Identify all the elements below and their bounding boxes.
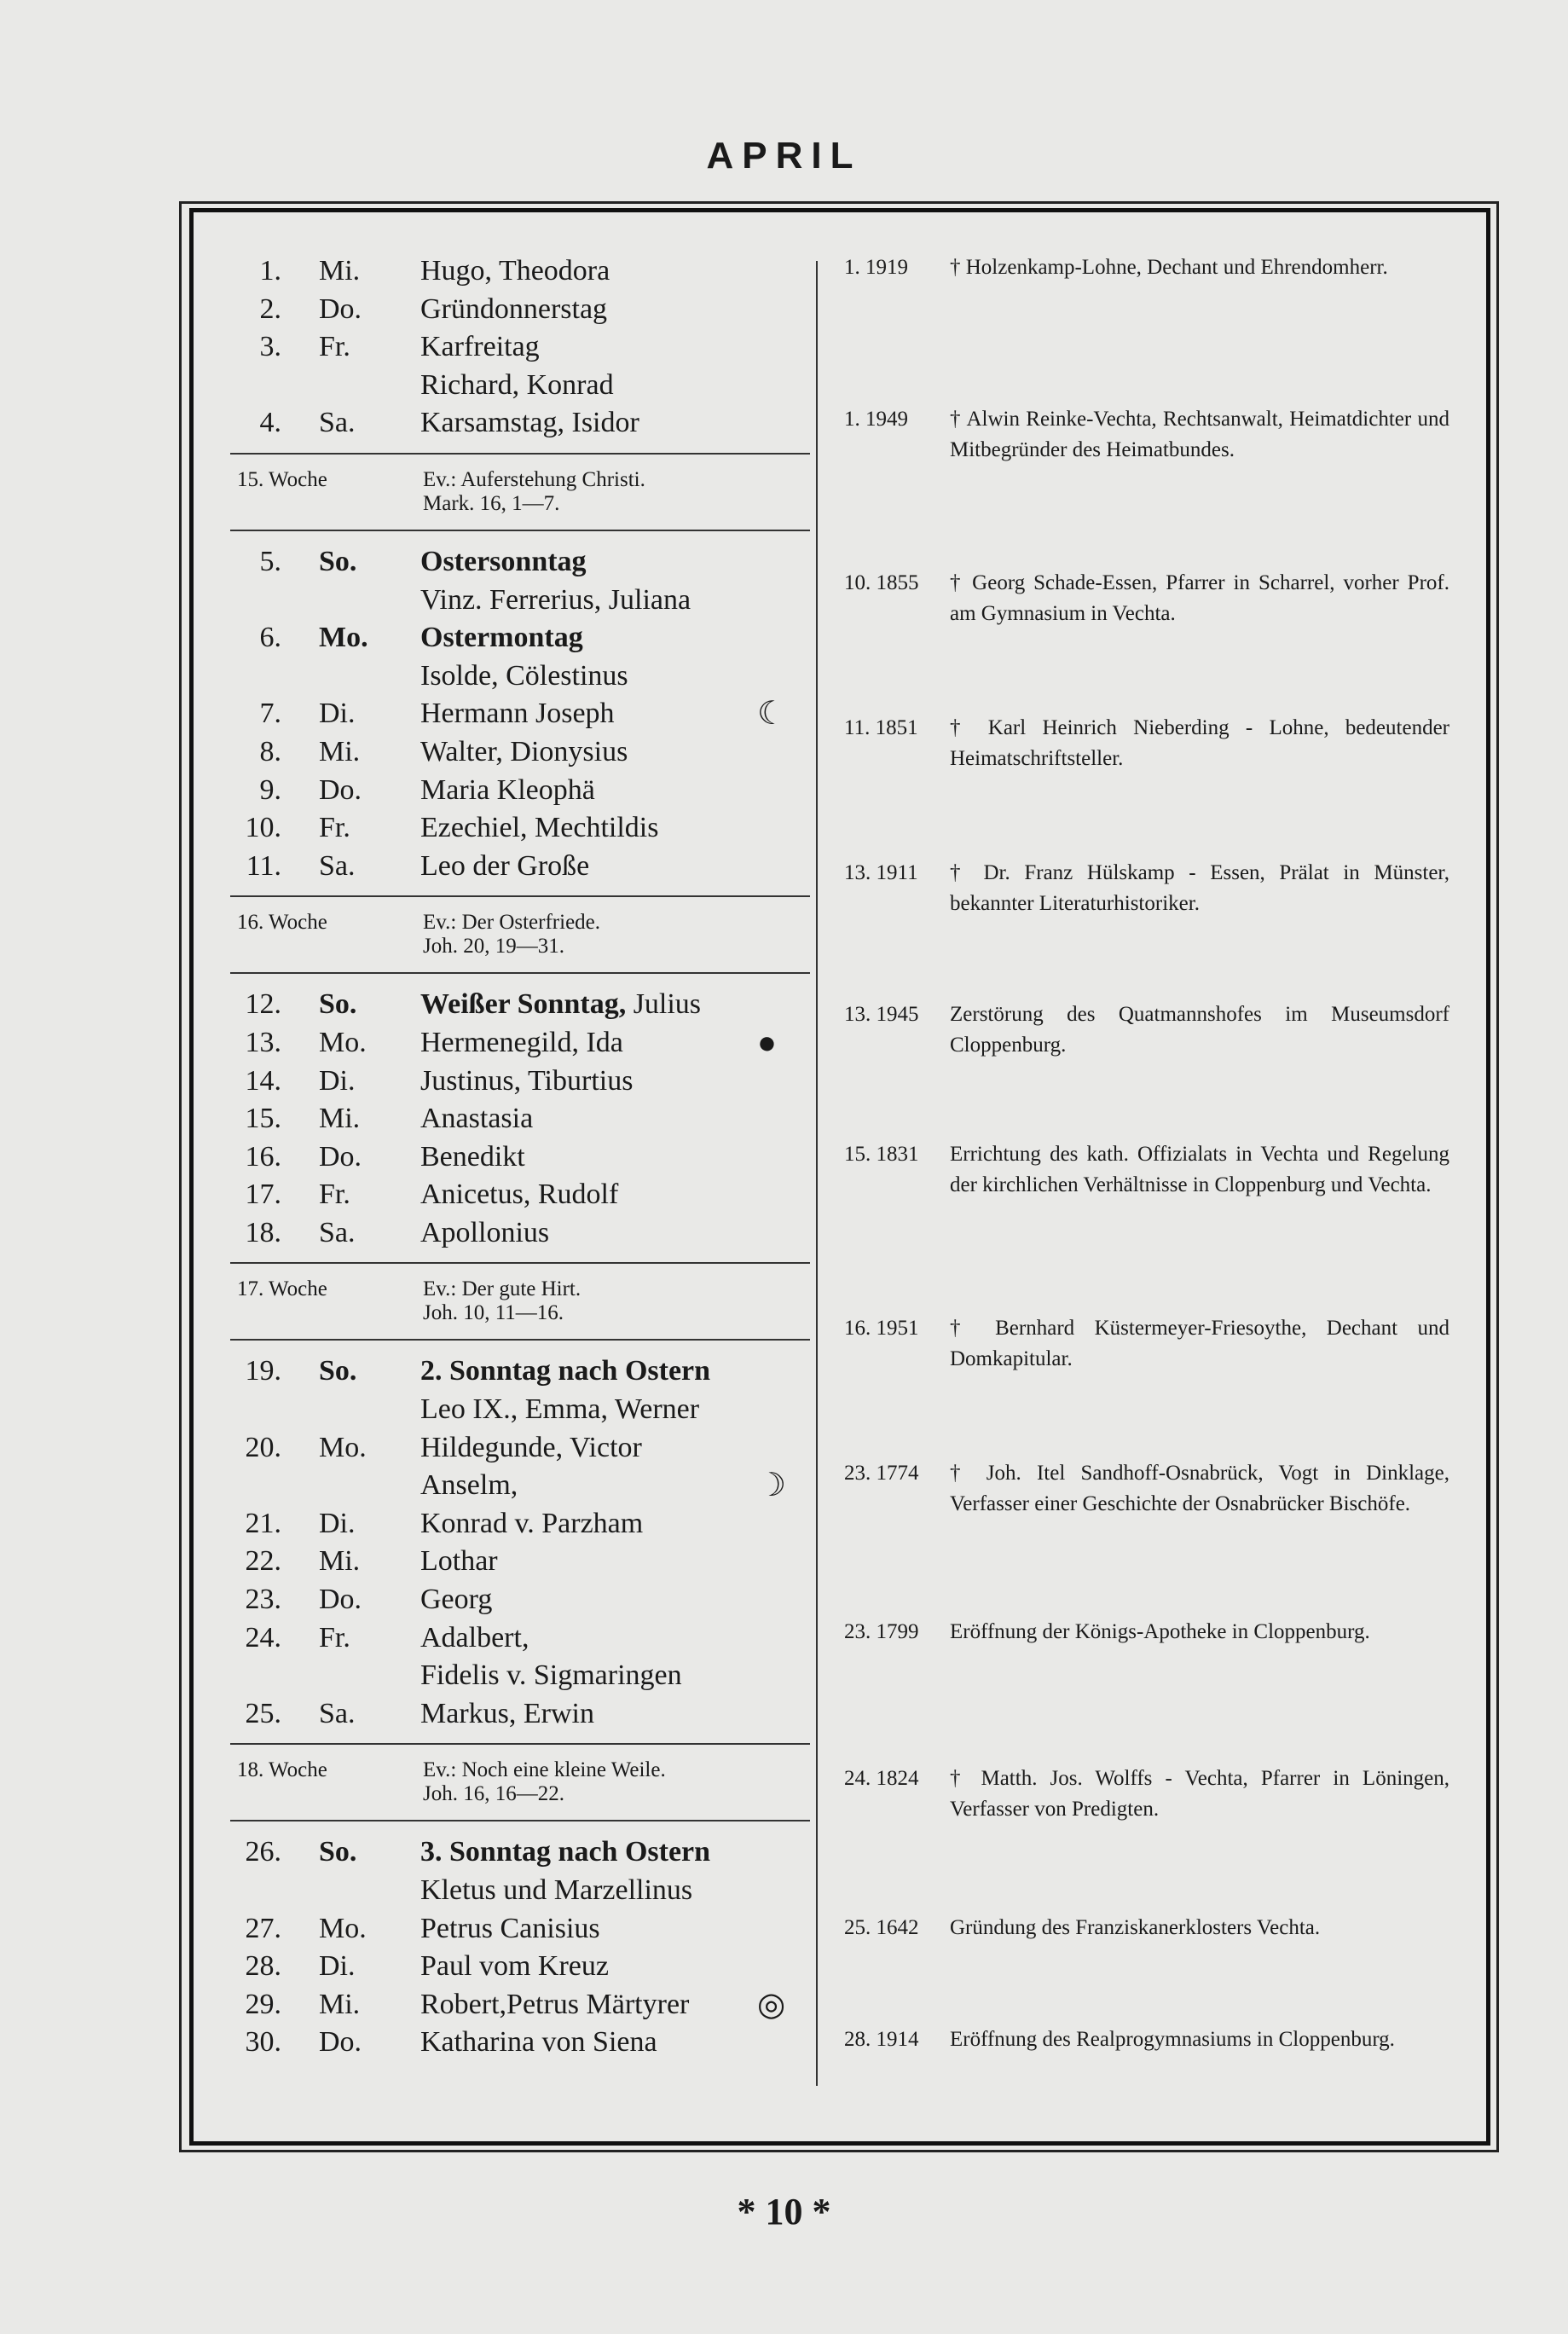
day-names <box>420 1214 549 1253</box>
day-number: 30. <box>245 2026 281 2059</box>
day-row <box>230 1505 810 1543</box>
saint-name: Georg <box>420 1584 493 1616</box>
day-number: 9. <box>259 773 281 806</box>
saint-name: Isolde, Cölestinus <box>420 659 628 692</box>
day-number: 19. <box>245 1355 281 1387</box>
day-number: 8. <box>259 735 281 767</box>
week-label: 16. Woche <box>237 911 327 935</box>
saint-name: Karsamstag, Isidor <box>420 407 639 439</box>
weekday: Mo. <box>319 622 368 654</box>
weekday: Do. <box>319 1140 362 1173</box>
day-names <box>420 848 589 886</box>
saint-name: Hermann Joseph <box>420 698 615 730</box>
saint-name: Anicetus, Rudolf <box>420 1179 619 1211</box>
entry-date: 24. 1824 <box>844 1767 919 1790</box>
weekday: Mi. <box>319 255 361 287</box>
day-row <box>230 1176 810 1214</box>
day-number: 17. <box>245 1179 281 1211</box>
day-row <box>230 657 810 696</box>
entry-date: 1. 1919 <box>844 256 908 279</box>
entry-text: † Alwin Reinke-Vechta, Rechtsanwalt, Heimatdichter und Mitbegründer des Heimatbundes. <box>950 408 1449 461</box>
day-names <box>420 1467 518 1505</box>
saint-name: Ezechiel, Mechtildis <box>420 812 659 844</box>
day-row <box>230 367 810 405</box>
weekday: Di. <box>319 1064 356 1097</box>
entry-text: † Georg Schade-Essen, Pfarrer in Scharrel, vorher Prof. am Gymnasium in Vechta. <box>950 571 1449 625</box>
saint-name: Justinus, Tiburtius <box>420 1064 634 1097</box>
day-number: 7. <box>259 698 281 730</box>
weekday: So. <box>319 1836 357 1868</box>
saint-name: Fidelis v. Sigmaringen <box>420 1659 682 1692</box>
day-row <box>230 2024 810 2062</box>
entry-date: 13. 1945 <box>844 1003 919 1026</box>
day-row <box>230 1543 810 1581</box>
day-names <box>420 657 628 696</box>
gospel-text <box>423 1758 790 1806</box>
saint-name: Paul vom Kreuz <box>420 1950 609 1983</box>
entry-date: 1. 1949 <box>844 408 908 431</box>
weekday: Do. <box>319 773 362 806</box>
day-row <box>230 772 810 810</box>
day-names <box>420 582 691 620</box>
day-number: 29. <box>245 1988 281 2020</box>
feast-name: Weißer Sonntag, <box>420 988 627 1021</box>
entry-date: 23. 1774 <box>844 1462 919 1485</box>
day-names <box>420 1100 533 1138</box>
gospel-text <box>423 468 790 516</box>
saint-name: Konrad v. Parzham <box>420 1507 644 1539</box>
day-number: 1. <box>259 255 281 287</box>
day-row <box>230 1948 810 1986</box>
day-names <box>420 1543 498 1581</box>
day-row <box>230 328 810 367</box>
day-row <box>230 1391 810 1429</box>
day-number: 2. <box>259 292 281 325</box>
day-row <box>230 1872 810 1910</box>
moon-phase-icon: ● <box>757 1024 777 1061</box>
week-gospel-block <box>230 1743 810 1821</box>
week-label: 17. Woche <box>237 1277 327 1301</box>
day-number: 13. <box>245 1026 281 1058</box>
weekday: Di. <box>319 698 356 730</box>
day-row <box>230 1695 810 1734</box>
weekday: Fr. <box>319 1179 350 1211</box>
entry-date: 25. 1642 <box>844 1916 919 1939</box>
day-names <box>420 543 587 582</box>
weekday: Sa. <box>319 849 356 882</box>
entry-text: Errichtung des kath. Offizialats in Vechta und Regelung der kirchlichen Verhältnisse in Cloppenburg und Vechta. <box>950 1143 1449 1196</box>
day-number: 12. <box>245 988 281 1021</box>
day-number: 20. <box>245 1431 281 1463</box>
day-number: 15. <box>245 1103 281 1135</box>
entry-text: † Karl Heinrich Nieberding - Lohne, bedeutender Heimatschriftsteller. <box>950 716 1449 770</box>
day-number: 16. <box>245 1140 281 1173</box>
day-row <box>230 404 810 443</box>
day-names <box>420 986 701 1024</box>
saint-name: Leo der Große <box>420 849 590 882</box>
day-row <box>230 809 810 848</box>
saint-name: Richard, Konrad <box>420 368 614 401</box>
day-number: 26. <box>245 1836 281 1868</box>
entry-text: Eröffnung der Königs-Apotheke in Cloppenburg. <box>950 1620 1370 1643</box>
page-number: * 10 * <box>737 2191 831 2233</box>
day-row <box>230 1429 810 1468</box>
day-number: 14. <box>245 1064 281 1097</box>
saint-name: Kletus und Marzellinus <box>420 1874 693 1906</box>
gospel-reference: Mark. 16, 1—7. <box>423 491 560 515</box>
saint-name: Petrus Canisius <box>420 1912 600 1944</box>
gospel-text <box>423 1277 790 1325</box>
day-number: 21. <box>245 1507 281 1539</box>
weekday: Sa. <box>319 1697 356 1729</box>
weekday: Fr. <box>319 1621 350 1653</box>
day-row <box>230 1619 810 1658</box>
saint-name: Hildegunde, Victor <box>420 1431 642 1463</box>
day-number: 6. <box>259 622 281 654</box>
day-row <box>230 252 810 291</box>
day-names <box>420 733 628 772</box>
saint-name: Robert,Petrus Märtyrer <box>420 1988 690 2020</box>
day-row <box>230 1100 810 1138</box>
weekday: So. <box>319 988 357 1021</box>
day-names <box>420 1695 594 1734</box>
saint-name: Adalbert, <box>420 1621 529 1653</box>
entry-date: 15. 1831 <box>844 1143 919 1166</box>
saint-name-rest: Julius <box>626 988 702 1021</box>
day-names <box>420 1948 609 1986</box>
day-names <box>420 328 540 367</box>
day-row <box>230 1910 810 1949</box>
day-row <box>230 1063 810 1101</box>
day-names <box>420 1833 710 1872</box>
gospel-title: Ev.: Auferstehung Christi. <box>423 467 645 491</box>
day-row <box>230 1214 810 1253</box>
weekday: Sa. <box>319 1216 356 1248</box>
weekday: Mo. <box>319 1431 367 1463</box>
gospel-reference: Joh. 20, 19—31. <box>423 935 564 959</box>
entry-text: Zerstörung des Quatmannshofes im Museumsdorf Cloppenburg. <box>950 1003 1449 1057</box>
week-gospel-block <box>230 453 810 531</box>
gospel-reference: Joh. 10, 11—16. <box>423 1301 564 1325</box>
gospel-title: Ev.: Der Osterfriede. <box>423 911 601 935</box>
entry-date: 13. 1911 <box>844 861 918 884</box>
feast-name: Ostermontag <box>420 622 583 654</box>
entry-date: 23. 1799 <box>844 1620 919 1643</box>
day-number: 25. <box>245 1697 281 1729</box>
saint-name: Walter, Dionysius <box>420 735 628 767</box>
weekday: Di. <box>319 1950 356 1983</box>
week-label: 18. Woche <box>237 1758 327 1782</box>
entry-text: Eröffnung des Realprogymnasiums in Cloppenburg. <box>950 2028 1395 2051</box>
weekday: Di. <box>319 1507 356 1539</box>
weekday: Do. <box>319 292 362 325</box>
day-row <box>230 1833 810 1872</box>
day-names <box>420 291 607 329</box>
moon-phase-icon: ☾ <box>757 696 787 733</box>
day-names <box>420 1176 618 1214</box>
gospel-title: Ev.: Der gute Hirt. <box>423 1277 581 1301</box>
day-names <box>420 619 583 657</box>
day-number: 22. <box>245 1545 281 1578</box>
day-names <box>420 404 639 443</box>
weekday: So. <box>319 545 357 577</box>
day-number: 3. <box>259 331 281 363</box>
day-row <box>230 1138 810 1177</box>
day-number: 28. <box>245 1950 281 1983</box>
weekday: Do. <box>319 1584 362 1616</box>
saint-name: Apollonius <box>420 1216 550 1248</box>
day-row <box>230 695 810 733</box>
saint-name: Maria Kleophä <box>420 773 595 806</box>
saint-name: Markus, Erwin <box>420 1697 594 1729</box>
saint-name: Anastasia <box>420 1103 534 1135</box>
entry-text: † Holzenkamp-Lohne, Dechant und Ehrendomherr. <box>950 256 1388 279</box>
day-names <box>420 367 614 405</box>
saint-name: Katharina von Siena <box>420 2026 657 2059</box>
day-row <box>230 582 810 620</box>
day-row <box>230 543 810 582</box>
saint-name: Hugo, Theodora <box>420 255 610 287</box>
column-divider <box>816 261 818 2086</box>
day-names <box>420 1986 689 2024</box>
day-names <box>420 1391 699 1429</box>
entry-text: † Matth. Jos. Wolffs - Vechta, Pfarrer in Löningen, Verfasser von Predigten. <box>950 1767 1449 1821</box>
day-row <box>230 1024 810 1063</box>
day-names <box>420 1505 643 1543</box>
day-names <box>420 772 595 810</box>
gospel-reference: Joh. 16, 16—22. <box>423 1782 564 1806</box>
weekday: Sa. <box>319 407 356 439</box>
day-names <box>420 1352 710 1391</box>
day-names <box>420 1581 492 1619</box>
day-names <box>420 1429 642 1468</box>
day-names <box>420 1872 692 1910</box>
saint-name: Lothar <box>420 1545 498 1578</box>
gospel-text <box>423 911 790 959</box>
entry-text: † Bernhard Küstermeyer-Friesoythe, Dechant und Domkapitular. <box>950 1317 1449 1370</box>
moon-phase-icon: ◎ <box>757 1986 786 2023</box>
saint-name: Hermenegild, Ida <box>420 1026 623 1058</box>
day-names <box>420 1657 682 1695</box>
feast-name: 3. Sonntag nach Ostern <box>420 1836 711 1868</box>
moon-phase-icon: ☽ <box>757 1468 787 1504</box>
feast-name: 2. Sonntag nach Ostern <box>420 1355 711 1387</box>
weekday: Fr. <box>319 812 350 844</box>
saint-name: Benedikt <box>420 1140 525 1173</box>
entry-date: 10. 1855 <box>844 571 919 594</box>
entry-date: 11. 1851 <box>844 716 918 739</box>
day-names <box>420 1063 633 1101</box>
entry-date: 16. 1951 <box>844 1317 919 1340</box>
day-row <box>230 291 810 329</box>
day-number: 18. <box>245 1216 281 1248</box>
entry-text: † Joh. Itel Sandhoff-Osnabrück, Vogt in Dinklage, Verfasser einer Geschichte der Osnabrücker Bischöfe. <box>950 1462 1449 1515</box>
entry-date: 28. 1914 <box>844 2028 919 2051</box>
weekday: Mo. <box>319 1026 367 1058</box>
weekday: Do. <box>319 2026 362 2059</box>
day-number: 11. <box>246 849 281 882</box>
day-row <box>230 1986 810 2024</box>
weekday: Mi. <box>319 1988 361 2020</box>
day-number: 4. <box>259 407 281 439</box>
feast-name: Ostersonntag <box>420 545 587 577</box>
day-row <box>230 848 810 886</box>
weekday: Fr. <box>319 331 350 363</box>
day-names <box>420 2024 657 2062</box>
day-names <box>420 809 658 848</box>
week-gospel-block <box>230 895 810 974</box>
day-row <box>230 733 810 772</box>
calendar-column <box>230 252 810 2062</box>
saint-name: Anselm, <box>420 1469 518 1502</box>
page-title: APRIL <box>706 135 862 177</box>
day-number: 5. <box>259 545 281 577</box>
day-names <box>420 1024 623 1063</box>
saint-name: Karfreitag <box>420 331 540 363</box>
day-names <box>420 1910 600 1949</box>
day-names <box>420 1619 529 1658</box>
day-number: 27. <box>245 1912 281 1944</box>
day-number: 10. <box>245 812 281 844</box>
weekday: Mi. <box>319 735 361 767</box>
day-row <box>230 1352 810 1391</box>
week-gospel-block <box>230 1262 810 1341</box>
day-names <box>420 1138 525 1177</box>
saint-name: Leo IX., Emma, Werner <box>420 1393 700 1426</box>
weekday: Mi. <box>319 1545 361 1578</box>
gospel-title: Ev.: Noch eine kleine Weile. <box>423 1758 666 1782</box>
day-number: 23. <box>245 1584 281 1616</box>
day-row <box>230 1657 810 1695</box>
weekday: Mi. <box>319 1103 361 1135</box>
day-row <box>230 1581 810 1619</box>
day-names <box>420 695 615 733</box>
day-names <box>420 252 610 291</box>
day-row <box>230 619 810 657</box>
day-row <box>230 1467 810 1505</box>
day-number: 24. <box>245 1621 281 1653</box>
weekday: So. <box>319 1355 357 1387</box>
weekday: Mo. <box>319 1912 367 1944</box>
day-row <box>230 986 810 1024</box>
week-label: 15. Woche <box>237 467 327 491</box>
entry-text: Gründung des Franziskanerklosters Vechta. <box>950 1916 1321 1939</box>
saint-name: Vinz. Ferrerius, Juliana <box>420 583 691 616</box>
saint-name: Gründonnerstag <box>420 292 608 325</box>
entry-text: † Dr. Franz Hülskamp - Essen, Prälat in Münster, bekannter Literaturhistoriker. <box>950 861 1449 915</box>
